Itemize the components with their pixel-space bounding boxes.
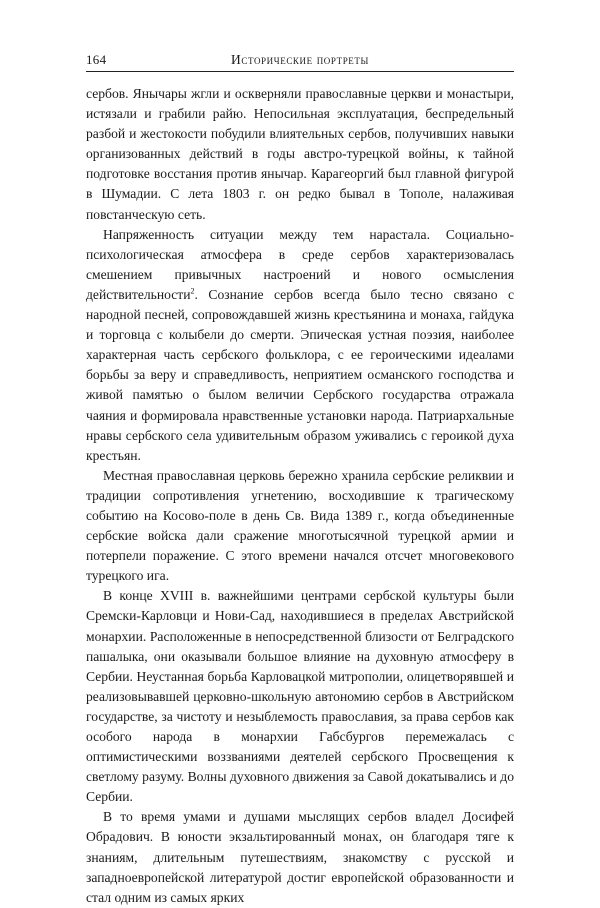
paragraph-2 xyxy=(86,225,514,466)
paragraph-2-text: Напряженность ситуации между тем нарастала. Социально-психологическая атмосфера в среде сербов характеризовалась смешением привычных настроений и нового осмысления действительности xyxy=(86,226,514,302)
header-rule xyxy=(86,71,514,72)
paragraph-4: В конце XVIII в. важнейшими центрами сербской культуры были Сремски-Карловци и Нови-Сад, находившиеся в пределах Австрийской монархии. Расположенные в непосредственной близости от Белградского пашалыка, они оказывали большое влияние на духовную атмосферу в Сербии. Неустанная борьба Карловацкой митрополии, олицетворявшей и реализовывавшей церковно-школьную автономию сербов в Австрийском государстве, за чистоту и незыблемость православия, за права сербов как особого народа в монархии Габсбургов перемежалась с оптимистическими воззваниями деятелей сербского Просвещения к светлому разуму. Волны духовного движения за Савой докатывались и до Сербии. xyxy=(86,588,514,805)
paragraph-3: Местная православная церковь бережно хранила сербские реликвии и традиции сопротивления угнетению, восходившие к трагическому событию на Косово-поле в день Св. Вида 1389 г., когда объединенные сербские войска дали сражение многотысячной турецкой армии и потерпели поражение. С этого времени начался отсчет многовекового турецкого ига. xyxy=(86,467,514,584)
body-text xyxy=(86,84,514,908)
paragraph-2-text-continued: . Сознание сербов всегда было тесно связано с народной песней, сопровождавшей жизнь крестьянина и монаха, гайдука и торговца с колыбели до смерти. Эпическая устная поэзия, наиболее характерная часть сербского фольклора, с ее героическими идеалами борьбы за веру и справедливость, неприятием османского господства и живой памятью о былом величии Сербского государства отражала чаяния и формировала нравственные установки народа. Патриархальные нравы сербского села удивительным образом уживались с героикой духа крестьян. xyxy=(86,286,514,463)
running-title: Исторические портреты xyxy=(231,52,369,67)
paragraph-1: сербов. Янычары жгли и оскверняли православные церкви и монастыри, истязали и грабили райю. Непосильная эксплуатация, беспредельный разбой и жестокости побудили влиятельных сербов, получивших навыки организованных действий в годы австро-турецкой войны, к тайной подготовке восстания против янычар. Карагеоргий был главной фигурой в Шумадии. С лета 1803 г. он редко бывал в Тополе, налаживая повстанческую сеть. xyxy=(86,86,514,222)
paragraph-5: В то время умами и душами мыслящих сербов владел Досифей Обрадович. В юности экзальтированный монах, он благодаря тяге к знаниям, длительным путешествиям, знакомству с русской и западноевропейской литературой достиг европейской образованности и стал одним из самых ярких xyxy=(86,809,514,905)
footnote-marker: 2 xyxy=(190,286,195,296)
page-number: 164 xyxy=(86,52,107,67)
running-head xyxy=(86,50,514,74)
